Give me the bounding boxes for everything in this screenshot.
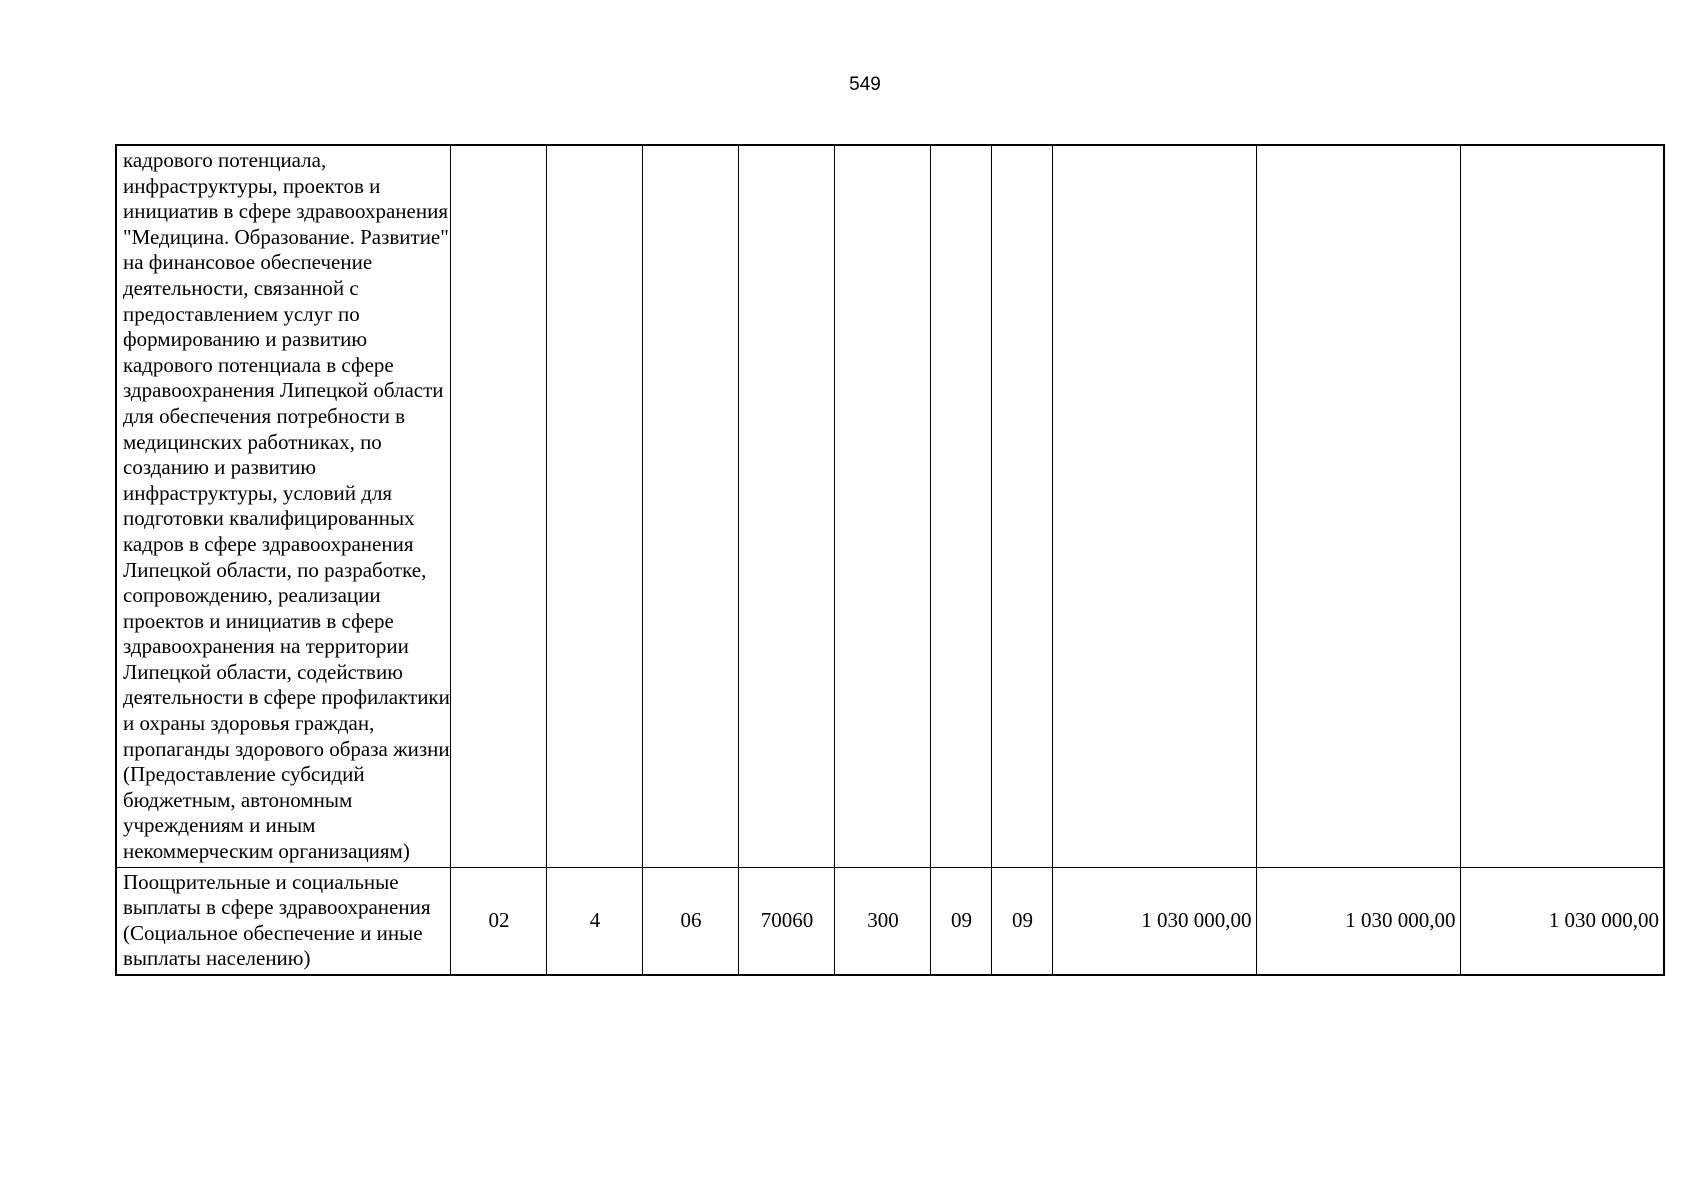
row-description-cell	[116, 867, 450, 975]
row-description-cell	[116, 145, 450, 867]
budget-table	[115, 144, 1665, 976]
expense-type-cell: 300	[834, 867, 930, 975]
table-row	[116, 145, 1664, 867]
program-code-cell: 02	[450, 867, 546, 975]
expense-type-cell	[834, 145, 930, 867]
direction-code-cell	[738, 145, 834, 867]
section-cell	[930, 145, 991, 867]
event-code-cell: 06	[642, 867, 738, 975]
amount-2-cell: 1 030 000,00	[1256, 867, 1460, 975]
page-number: 549	[849, 74, 881, 95]
program-code-cell	[450, 145, 546, 867]
amount-3-cell	[1460, 145, 1664, 867]
event-code-cell	[642, 145, 738, 867]
amount-1-cell	[1052, 145, 1256, 867]
subprogram-code-cell	[546, 145, 642, 867]
amount-3-cell: 1 030 000,00	[1460, 867, 1664, 975]
amount-2-cell	[1256, 145, 1460, 867]
subsection-cell	[991, 145, 1052, 867]
row-description: кадрового потенциала, инфраструктуры, проектов и инициатив в сфере здравоохранения "Медицина. Образование. Развитие" на финансовое обеспечение деятельности, связанной с предоставлением услуг по формированию и развитию кадрового потенциала в сфере здравоохранения Липецкой области для обеспечения потребности в медицинских работниках, по созданию и развитию инфраструктуры, условий для подготовки квалифицированных кадров в сфере здравоохранения Липецкой области, по разработке, сопровождению, реализации проектов и инициатив в сфере здравоохранения на территории Липецкой области, содействию деятельности в сфере профилактики и охраны здоровья граждан, пропаганды здорового образа жизни (Предоставление субсидий бюджетным, автономным учреждениям и иным некоммерческим организациям)	[123, 148, 450, 864]
subsection-cell: 09	[991, 867, 1052, 975]
row-description: Поощрительные и социальные выплаты в сфере здравоохранения (Социальное обеспечение и иные выплаты населению)	[123, 869, 431, 971]
section-cell: 09	[930, 867, 991, 975]
amount-1-cell: 1 030 000,00	[1052, 867, 1256, 975]
direction-code-cell: 70060	[738, 867, 834, 975]
table-row	[116, 867, 1664, 975]
subprogram-code-cell: 4	[546, 867, 642, 975]
